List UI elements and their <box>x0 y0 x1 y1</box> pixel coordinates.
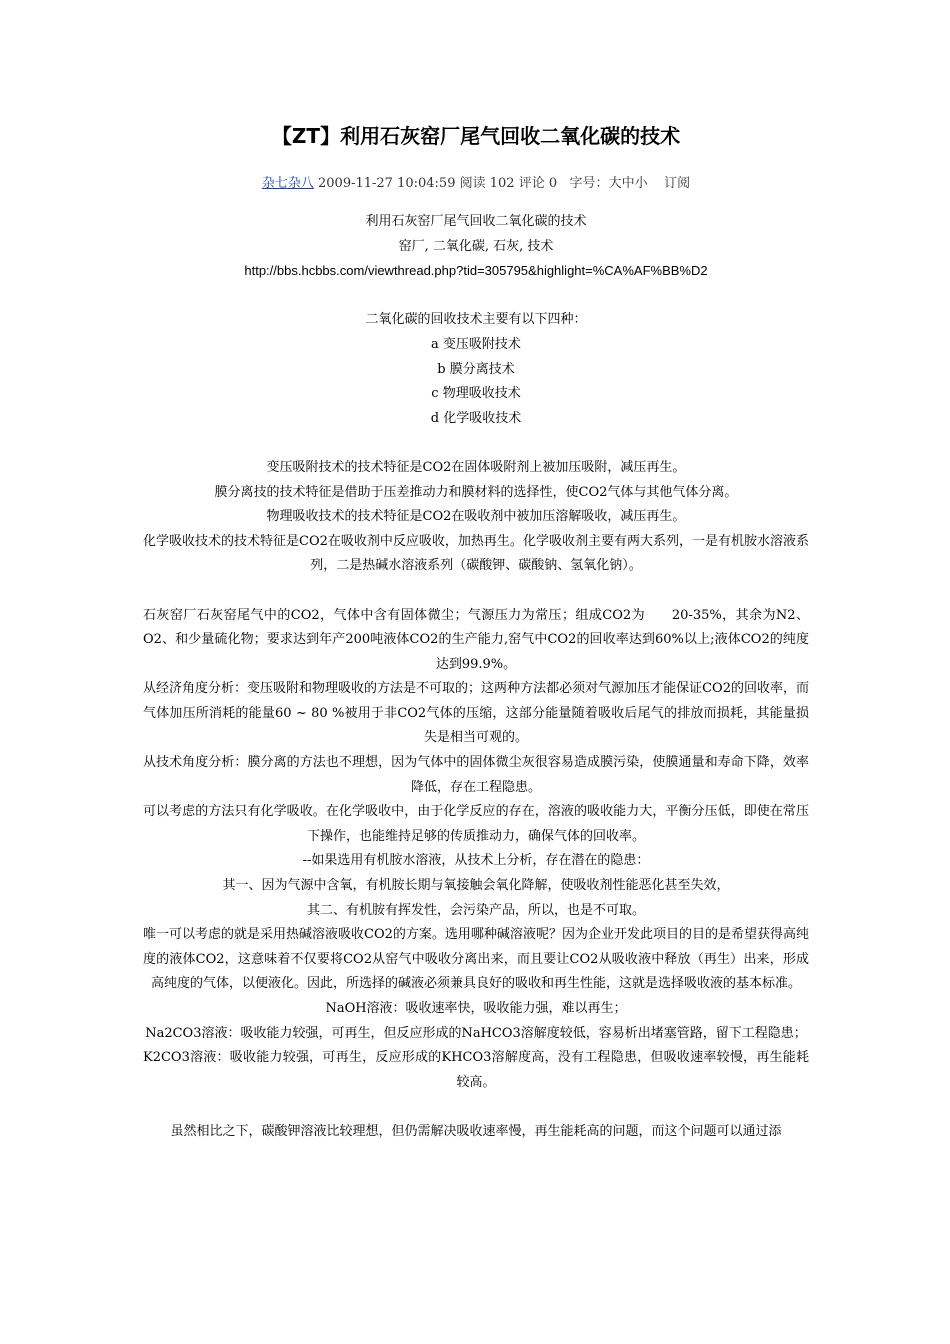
author-link[interactable]: 杂七杂八 <box>261 176 314 191</box>
font-size-small-link[interactable]: 小 <box>634 176 648 191</box>
intro-item: c 物理吸收技术 <box>431 386 521 402</box>
feature-paragraph: 化学吸收技术的技术特征是CO2在吸收剂中反应吸收，加热再生。化学吸收剂主要有两大系列，一是有机胺水溶液系列，二是热碱水溶液系列（碳酸钾、碳酸钠、氢氧化钠）。 <box>143 533 809 574</box>
spacer <box>143 431 809 456</box>
analysis-paragraph: NaOH溶液：吸收速率快，吸收能力强，难以再生； <box>325 1001 627 1016</box>
analysis-paragraph: K2CO3溶液：吸收能力较强，可再生，反应形成的KHCO3溶解度高，没有工程隐患，但吸收速率较慢，再生能耗较高。 <box>143 1050 809 1090</box>
intro-lead: 二氧化碳的回收技术主要有以下四种： <box>365 312 587 328</box>
page-title: 【ZT】利用石灰窑厂尾气回收二氧化碳的技术 <box>271 124 681 148</box>
analysis-paragraph: 其一、因为气源中含氧，有机胺长期与氧接触会氧化降解，使吸收剂性能恶化甚至失效， <box>222 878 730 894</box>
spacer <box>143 284 809 309</box>
analysis-paragraph: --如果选用有机胺水溶液，从技术上分析，存在潜在的隐患： <box>302 853 650 869</box>
analysis-paragraph: 从经济角度分析：变压吸附和物理吸收的方法是不可取的；这两种方法都必须对气源加压才能保证CO2的回收率，而气体加压所消耗的能量60 ~ 80 %被用于非CO2气体的压缩，这部分能量随着吸收后尾气的排放而损耗，其能量损失是相当可观的。 <box>143 681 809 746</box>
feature-paragraph: 膜分离技的技术特征是借助于压差推动力和膜材料的选择性，使CO2气体与其他气体分离。 <box>214 484 738 500</box>
feature-paragraph: 物理吸收技术的技术特征是CO2在吸收剂中被加压溶解吸收，减压再生。 <box>266 509 686 525</box>
article-tags: 窑厂, 二氧化碳, 石灰, 技术 <box>398 238 554 254</box>
post-meta <box>143 174 809 194</box>
read-count: 阅读 102 <box>459 176 515 191</box>
analysis-paragraph: 其二、有机胺有挥发性，会污染产品，所以，也是不可取。 <box>306 902 645 918</box>
font-size-large-link[interactable]: 大 <box>608 176 622 191</box>
analysis-paragraph: Na2CO3溶液：吸收能力较强，可再生，但反应形成的NaHCO3溶解度较低，容易析出堵塞管路，留下工程隐患； <box>145 1025 807 1041</box>
conclusion-paragraph: 虽然相比之下，碳酸钾溶液比较理想，但仍需解决吸收速率慢，再生能耗高的问题，而这个问题可以通过添 <box>170 1123 782 1139</box>
analysis-paragraph: 唯一可以考虑的就是采用热碱溶液吸收CO2的方案。选用哪种碱溶液呢？因为企业开发此项目的目的是希望获得高纯度的液体CO2，这意味着不仅要将CO2从窑气中吸收分离出来，而且要让CO2从吸收液中释放（再生）出来，形成高纯度的气体，以便液化。因此，所选择的碱液必须兼具良好的吸收和再生性能，这就是选择吸收液的基本标准。 <box>143 927 809 992</box>
analysis-paragraph: 可以考虑的方法只有化学吸收。在化学吸收中，由于化学反应的存在，溶液的吸收能力大，平衡分压低，即使在常压下操作，也能维持足够的传质推动力，确保气体的回收率。 <box>143 804 809 844</box>
analysis-paragraph: 从技术角度分析：膜分离的方法也不理想，因为气体中的固体微尘灰很容易造成膜污染，使膜通量和寿命下降，效率降低，存在工程隐患。 <box>143 755 809 795</box>
font-size-medium-link[interactable]: 中 <box>621 176 635 191</box>
spacer <box>143 1095 809 1120</box>
intro-item: d 化学吸收技术 <box>430 410 522 426</box>
source-url[interactable]: http://bbs.hcbbs.com/viewthread.php?tid=305795&highlight=%CA%AF%BB%D2 <box>244 263 708 279</box>
intro-item: a 变压吸附技术 <box>431 336 521 352</box>
font-size-label: 字号： <box>569 176 609 191</box>
analysis-paragraph: 石灰窑厂石灰窑尾气中的CO2，气体中含有固体微尘；气源压力为常压；组成CO2为 20-35%，其余为N2、O2、和少量硫化物；要求达到年产200吨液体CO2的生产能力,窑气中CO2的回收率达到60%以上;液体CO2的纯度达到99.9%。 <box>143 607 809 672</box>
feature-paragraph: 变压吸附技术的技术特征是CO2在固体吸附剂上被加压吸附，减压再生。 <box>266 459 686 475</box>
article-body <box>143 210 809 1145</box>
article-subtitle: 利用石灰窑厂尾气回收二氧化碳的技术 <box>365 214 587 229</box>
intro-item: b 膜分离技术 <box>437 361 515 377</box>
subscribe-link[interactable]: 订阅 <box>664 176 691 191</box>
post-datetime: 2009-11-27 10:04:59 <box>318 176 456 191</box>
spacer <box>143 579 809 604</box>
comment-count[interactable]: 评论 0 <box>518 176 558 191</box>
